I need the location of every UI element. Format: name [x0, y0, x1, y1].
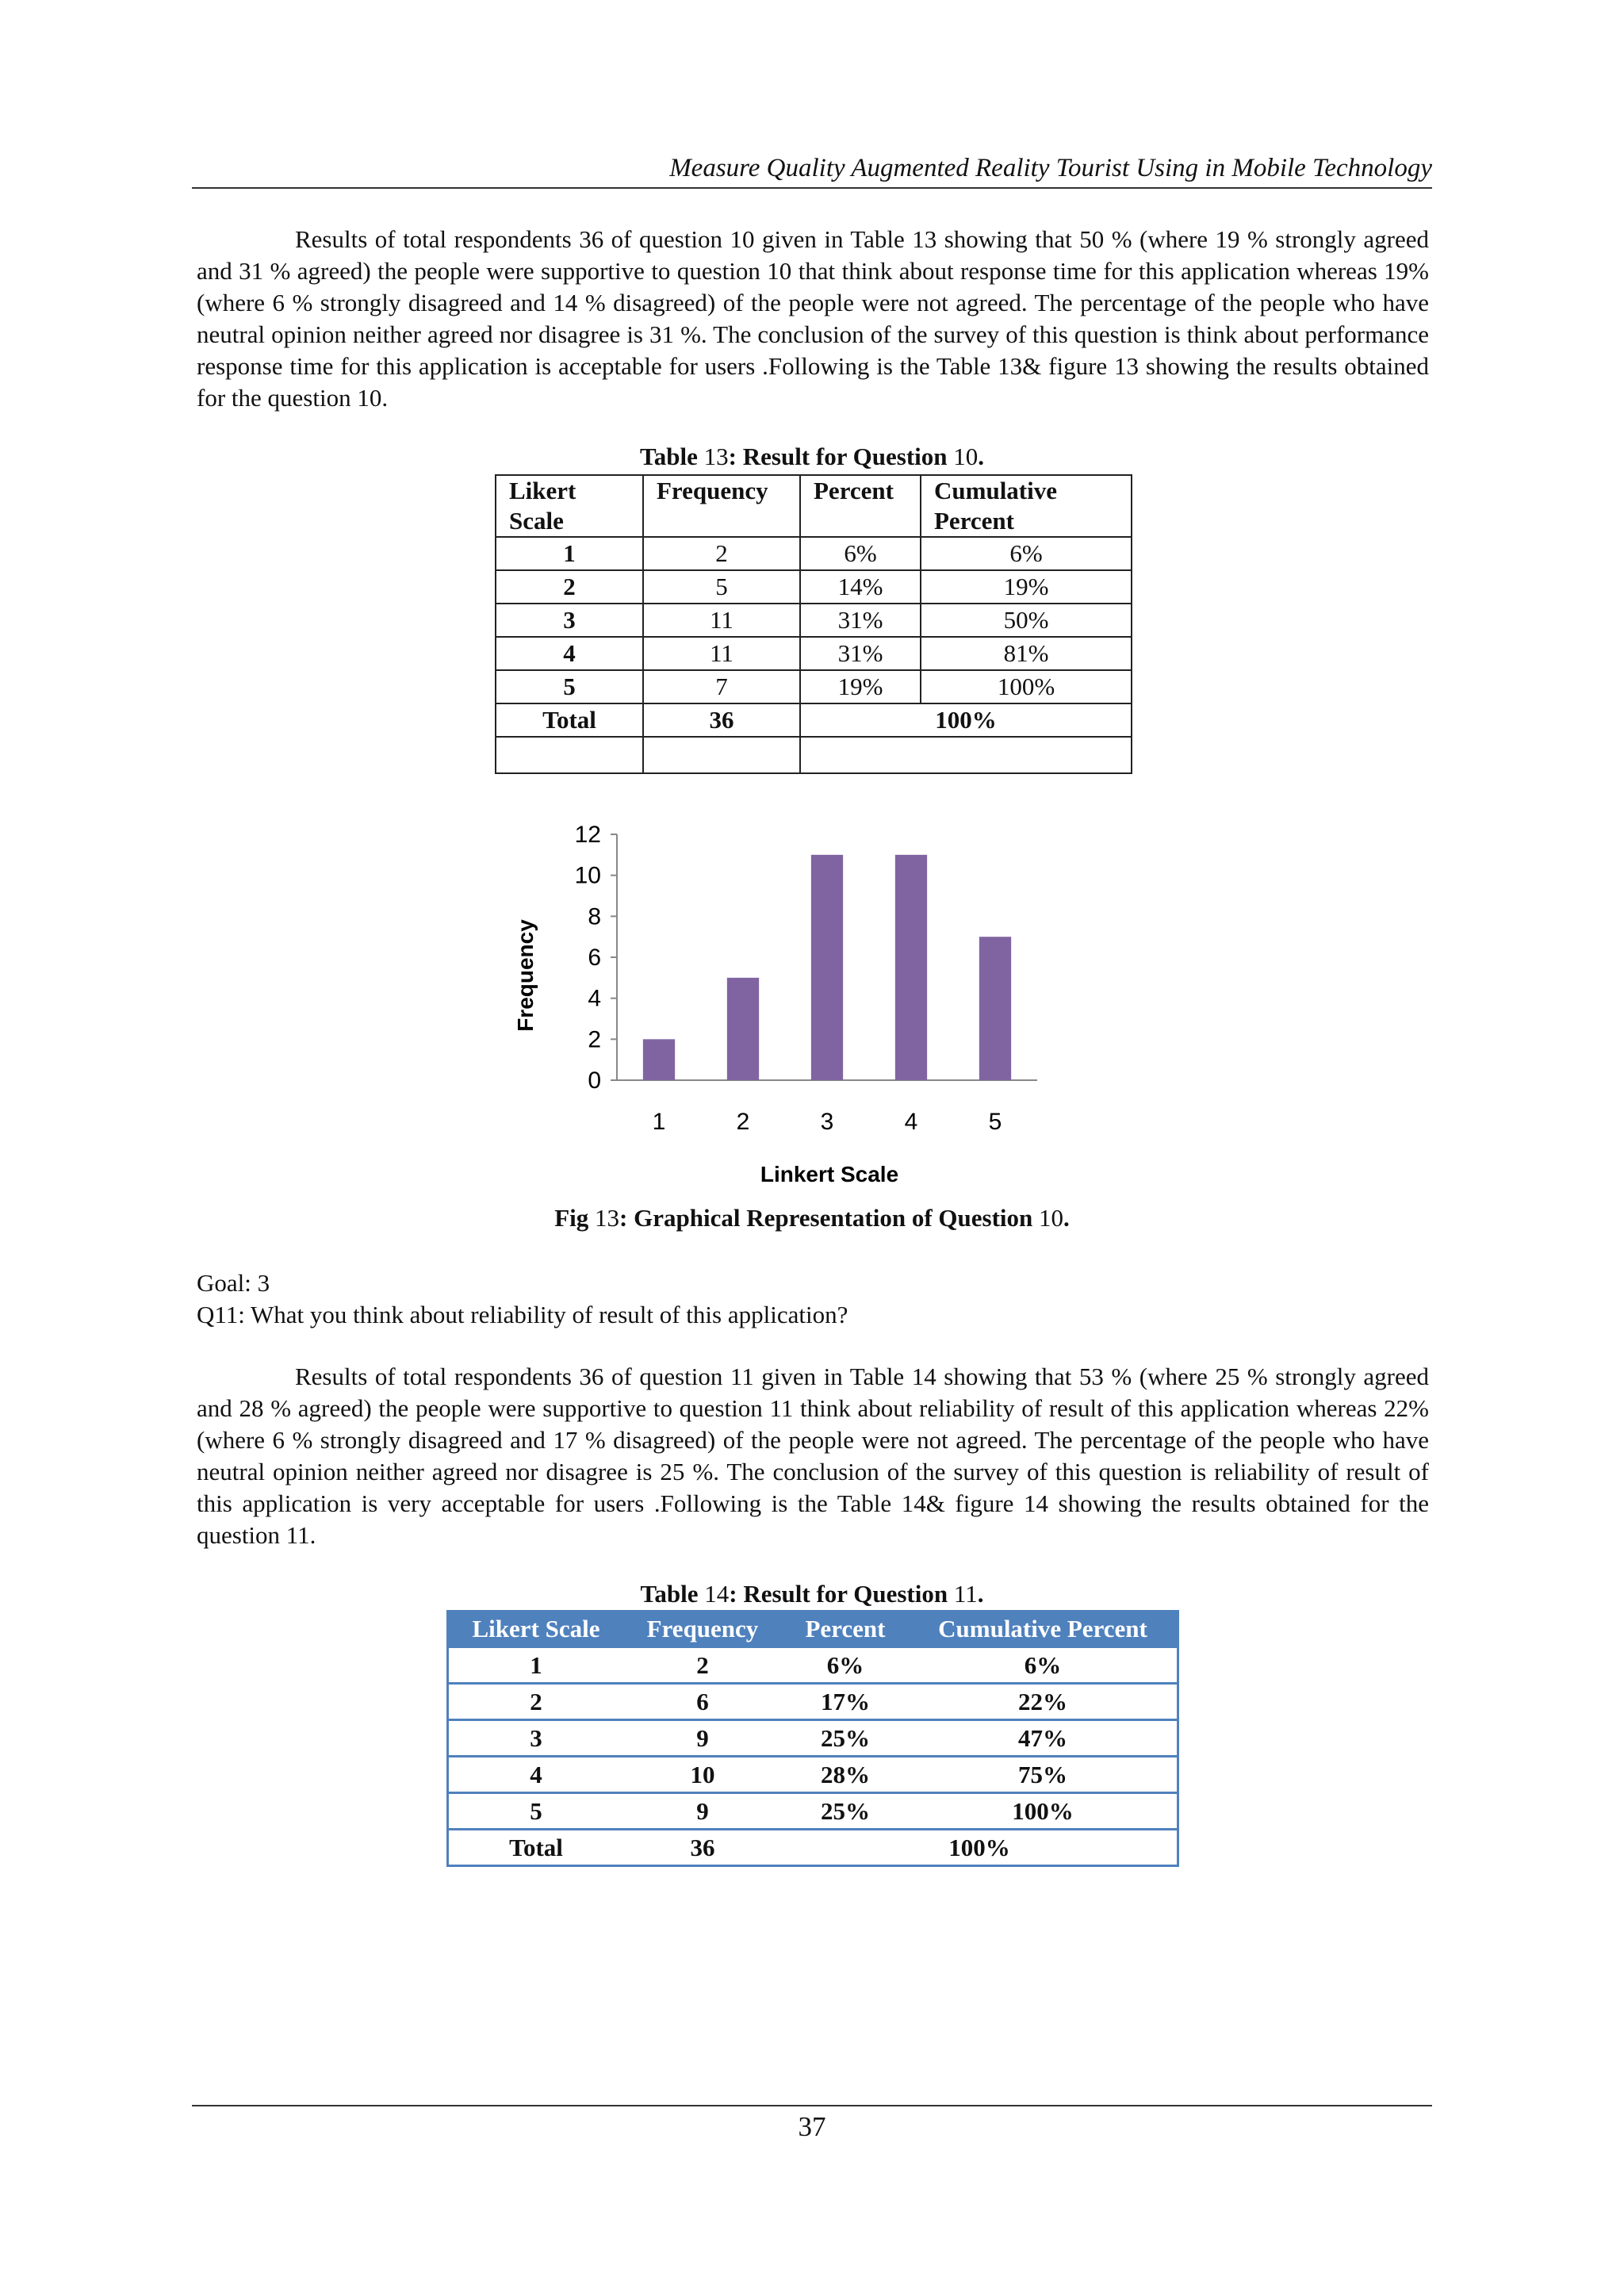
footer-rule — [192, 2105, 1432, 2106]
cell-frequency: 2 — [623, 1647, 782, 1684]
table-row — [448, 1647, 1178, 1684]
y-tick-label: 6 — [588, 945, 601, 971]
bar-group — [643, 855, 1011, 1080]
cell-cumulative: 19% — [921, 570, 1132, 604]
col-cumulative-percent: Cumulative Percent — [921, 475, 1132, 537]
caption-number: 13 — [595, 1204, 620, 1232]
y-tick-label: 2 — [588, 1026, 601, 1053]
caption-question: 11 — [953, 1580, 978, 1608]
empty-cell — [800, 737, 1132, 773]
cell-percent: 25% — [782, 1793, 909, 1830]
cell-cumulative: 22% — [909, 1684, 1178, 1720]
x-tick-label: 3 — [820, 1109, 834, 1135]
cell-scale: 5 — [448, 1793, 624, 1830]
table-header-row — [496, 475, 1132, 537]
col-likert-scale: Likert Scale — [496, 475, 643, 537]
cell-percent: 14% — [800, 570, 921, 604]
caption-end: . — [978, 443, 985, 470]
x-tick-label: 4 — [904, 1109, 918, 1135]
figure-13-bar-chart — [500, 809, 1071, 1190]
cell-frequency: 9 — [623, 1720, 782, 1757]
caption-text: : Result for Question — [728, 443, 948, 470]
bar-3 — [811, 855, 843, 1080]
table-13 — [495, 474, 1132, 774]
caption-question: 10 — [953, 443, 979, 470]
caption-prefix: Fig — [554, 1204, 589, 1232]
bar-5 — [979, 937, 1011, 1080]
cell-scale: 2 — [496, 570, 643, 604]
y-tick-label: 0 — [588, 1068, 601, 1094]
table-row — [448, 1757, 1178, 1793]
cell-cumulative: 6% — [909, 1647, 1178, 1684]
x-tick-group — [653, 1109, 1002, 1135]
cell-scale: 4 — [496, 637, 643, 670]
cell-percent: 28% — [782, 1757, 909, 1793]
cell-scale: 4 — [448, 1757, 624, 1793]
cell-percent: 31% — [800, 637, 921, 670]
col-likert-scale: Likert Scale — [448, 1612, 624, 1647]
cell-cumulative: 75% — [909, 1757, 1178, 1793]
total-label: Total — [496, 703, 643, 737]
cell-percent: 17% — [782, 1684, 909, 1720]
y-tick-label: 10 — [574, 862, 601, 889]
table-14 — [446, 1610, 1179, 1867]
cell-cumulative: 81% — [921, 637, 1132, 670]
caption-prefix: Table — [640, 1580, 699, 1608]
cell-scale: 2 — [448, 1684, 624, 1720]
paragraph-question-11: Results of total respondents 36 of question 11 given in Table 14 showing that 53 % (where 25 % strongly agreed and 28 % agreed) the people were supportive to question 11 think about reliability of result of this application whereas 22% (where 6 % strongly disagreed and 17 % disagreed) of the people were not agreed. The percentage of the people who have neutral opinion neither agreed nor disagree is 25 %. The conclusion of the survey of this question is reliability of result of this application is very acceptable for users .Following is the Table 14& figure 14 showing the results obtained for the question 11. — [197, 1363, 1429, 1549]
cell-frequency: 7 — [643, 670, 800, 703]
x-tick-label: 2 — [736, 1109, 750, 1135]
y-tick-label: 12 — [574, 822, 601, 848]
cell-percent: 25% — [782, 1720, 909, 1757]
running-header: Measure Quality Augmented Reality Tourist Using in Mobile Technology — [669, 154, 1432, 182]
col-frequency: Frequency — [623, 1612, 782, 1647]
cell-frequency: 11 — [643, 604, 800, 637]
y-tick-group — [575, 822, 617, 1094]
table-row — [448, 1793, 1178, 1830]
cell-scale: 3 — [496, 604, 643, 637]
caption-end: . — [1063, 1204, 1070, 1232]
y-tick-label: 8 — [588, 903, 601, 930]
caption-prefix: Table — [639, 443, 698, 470]
cell-cumulative: 6% — [921, 537, 1132, 570]
cell-frequency: 5 — [643, 570, 800, 604]
y-tick-label: 4 — [588, 985, 601, 1012]
table-empty-row — [496, 737, 1132, 773]
bar-1 — [643, 1039, 675, 1080]
table-row — [496, 537, 1132, 570]
table-total-row — [448, 1830, 1178, 1866]
cell-percent: 31% — [800, 604, 921, 637]
table-header-row — [448, 1612, 1178, 1647]
total-frequency: 36 — [643, 703, 800, 737]
caption-end: . — [977, 1580, 984, 1608]
cell-cumulative: 100% — [909, 1793, 1178, 1830]
x-tick-label: 1 — [652, 1109, 666, 1135]
caption-text: : Result for Question — [729, 1580, 948, 1608]
caption-text: : Graphical Representation of Question — [619, 1204, 1033, 1232]
col-frequency: Frequency — [643, 475, 800, 537]
cell-cumulative: 47% — [909, 1720, 1178, 1757]
table-row — [496, 604, 1132, 637]
cell-percent: 19% — [800, 670, 921, 703]
empty-cell — [496, 737, 643, 773]
total-percent: 100% — [782, 1830, 1178, 1866]
cell-frequency: 11 — [643, 637, 800, 670]
caption-number: 13 — [703, 443, 729, 470]
cell-frequency: 10 — [623, 1757, 782, 1793]
empty-cell — [643, 737, 800, 773]
table-row — [448, 1684, 1178, 1720]
cell-percent: 6% — [800, 537, 921, 570]
caption-number: 14 — [704, 1580, 730, 1608]
x-tick-label: 5 — [988, 1109, 1002, 1135]
page-number: 37 — [798, 2111, 826, 2142]
cell-frequency: 2 — [643, 537, 800, 570]
cell-scale: 3 — [448, 1720, 624, 1757]
cell-cumulative: 100% — [921, 670, 1132, 703]
col-percent: Percent — [782, 1612, 909, 1647]
col-percent: Percent — [800, 475, 921, 537]
bar-4 — [895, 855, 927, 1080]
table-14-caption — [0, 1580, 1624, 1608]
cell-percent: 6% — [782, 1647, 909, 1684]
cell-scale: 1 — [496, 537, 643, 570]
table-total-row — [496, 703, 1132, 737]
header-rule — [192, 187, 1432, 189]
cell-scale: 1 — [448, 1647, 624, 1684]
cell-frequency: 6 — [623, 1684, 782, 1720]
cell-frequency: 9 — [623, 1793, 782, 1830]
table-row — [496, 570, 1132, 604]
goal-label: Goal: 3 — [197, 1269, 270, 1297]
table-row — [496, 670, 1132, 703]
cell-scale: 5 — [496, 670, 643, 703]
table-13-caption — [0, 443, 1624, 471]
bar-2 — [727, 978, 759, 1080]
question-11: Q11: What you think about reliability of result of this application? — [197, 1301, 848, 1328]
table-row — [496, 637, 1132, 670]
table-row — [448, 1720, 1178, 1757]
total-percent: 100% — [800, 703, 1132, 737]
total-frequency: 36 — [623, 1830, 782, 1866]
figure-13-caption — [0, 1204, 1624, 1232]
col-cumulative-percent: Cumulative Percent — [909, 1612, 1178, 1647]
y-axis-label: Frequency — [513, 919, 538, 1032]
caption-question: 10 — [1039, 1204, 1064, 1232]
total-label: Total — [448, 1830, 624, 1866]
cell-cumulative: 50% — [921, 604, 1132, 637]
paragraph-question-10: Results of total respondents 36 of question 10 given in Table 13 showing that 50 % (where 19 % strongly agreed and 31 % agreed) the people were supportive to question 10 that think about response time for this application whereas 19% (where 6 % strongly disagreed and 14 % disagreed) of the people were not agreed. The percentage of the people who have neutral opinion neither agreed nor disagree is 31 %. The conclusion of the survey of this question is think about performance response time for this application is acceptable for users .Following is the Table 13& figure 13 showing the results obtained for the question 10. — [197, 225, 1429, 412]
x-axis-label: Linkert Scale — [760, 1162, 899, 1186]
